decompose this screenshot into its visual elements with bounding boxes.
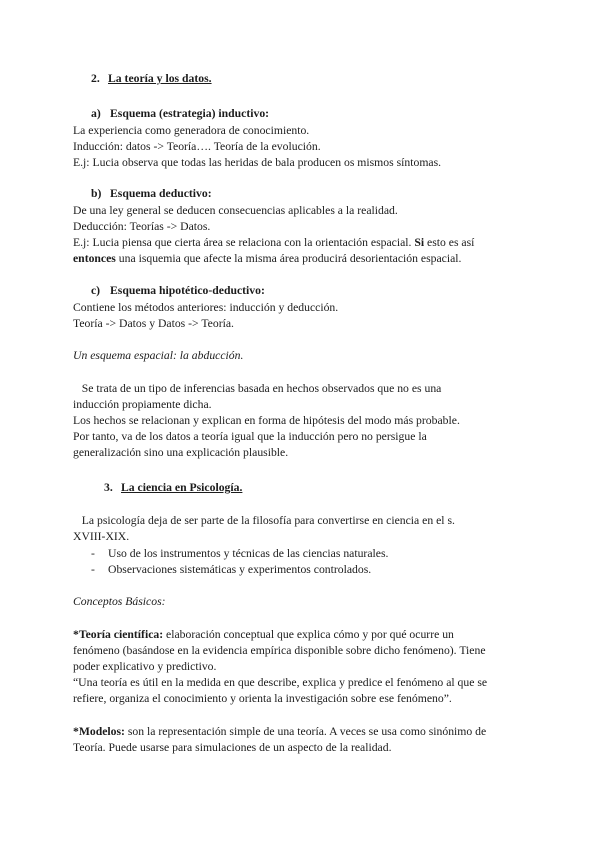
subheading-c-letter: c) — [91, 284, 101, 297]
section-2-heading — [91, 71, 212, 88]
bullet-dash: - — [91, 547, 95, 560]
conceptos-title: Conceptos Básicos: — [73, 595, 166, 608]
paragraph-line: XVIII-XIX. — [73, 530, 130, 543]
section-3-heading — [104, 480, 242, 497]
paragraph-line: Inducción: datos -> Teoría…. Teoría de la evolución. — [73, 140, 321, 153]
definition-text: son la representación simple de una teoría. A veces se usa como sinónimo de — [124, 725, 487, 738]
paragraph-line: E.j: Lucia observa que todas las heridas de bala producen os mismos síntomas. — [73, 156, 442, 169]
subheading-b-letter: b) — [91, 187, 102, 200]
paragraph-line: Los hechos se relacionan y explican en forma de hipótesis del modo más probable. — [73, 414, 460, 427]
paragraph-line — [73, 251, 461, 268]
subheading-a — [91, 106, 269, 123]
subheading-b — [91, 186, 212, 203]
example-text: una isquemia que afecte la misma área producirá desorientación espacial. — [115, 252, 462, 265]
paragraph-line: Se trata de un tipo de inferencias basada en hechos observados que no es una — [73, 382, 442, 395]
paragraph-line: “Una teoría es útil en la medida en que describe, explica y predice el fenómeno al que se — [73, 676, 488, 689]
list-item-text: Uso de los instrumentos y técnicas de las ciencias naturales. — [108, 547, 389, 560]
subheading-b-title: Esquema deductivo: — [110, 187, 212, 200]
section-2-title: La teoría y los datos. — [108, 72, 212, 85]
paragraph-line — [73, 235, 474, 252]
term-modelos: *Modelos: — [73, 725, 125, 738]
paragraph-line: De una ley general se deducen consecuencias aplicables a la realidad. — [73, 204, 398, 217]
paragraph-line: poder explicativo y predictivo. — [73, 660, 217, 673]
term-teoria: *Teoría científica: — [73, 628, 164, 641]
paragraph-line: Deducción: Teorías -> Datos. — [73, 220, 211, 233]
paragraph-line: La experiencia como generadora de conocimiento. — [73, 124, 310, 137]
subheading-c — [91, 283, 265, 300]
paragraph-line: Contiene los métodos anteriores: inducción y deducción. — [73, 301, 339, 314]
bullet-dash: - — [91, 563, 95, 576]
list-item — [91, 546, 388, 563]
list-item — [91, 562, 371, 579]
subheading-c-title: Esquema hipotético-deductivo: — [110, 284, 265, 297]
section-2-number: 2. — [91, 72, 100, 85]
section-3-number: 3. — [104, 481, 113, 494]
paragraph-line: Por tanto, va de los datos a teoría igual que la inducción pero no persigue la — [73, 430, 427, 443]
example-bold-entonces: entonces — [73, 252, 116, 265]
example-text: esto es así — [424, 236, 475, 249]
section-3-title: La ciencia en Psicología. — [121, 481, 243, 494]
paragraph-line — [73, 627, 454, 644]
list-item-text: Observaciones sistemáticas y experimentos controlados. — [108, 563, 372, 576]
abduccion-title: Un esquema espacial: la abducción. — [73, 349, 244, 362]
definition-text: elaboración conceptual que explica cómo y por qué ocurre un — [163, 628, 454, 641]
paragraph-line: La psicología deja de ser parte de la filosofía para convertirse en ciencia en el s. — [73, 514, 455, 527]
example-text: E.j: Lucia piensa que cierta área se relaciona con la orientación espacial. — [73, 236, 415, 249]
paragraph-line: Teoría. Puede usarse para simulaciones de un aspecto de la realidad. — [73, 741, 392, 754]
subheading-a-letter: a) — [91, 107, 101, 120]
paragraph-line: Teoría -> Datos y Datos -> Teoría. — [73, 317, 234, 330]
paragraph-line: inducción propiamente dicha. — [73, 398, 212, 411]
paragraph-line: refiere, organiza el conocimiento y orienta la investigación sobre ese fenómeno”. — [73, 692, 452, 705]
subheading-a-title: Esquema (estrategia) inductivo: — [110, 107, 270, 120]
paragraph-line: fenómeno (basándose en la evidencia empírica disponible sobre dicho fenómeno). Tiene — [73, 644, 486, 657]
example-bold-si: Si — [414, 236, 425, 249]
paragraph-line — [73, 724, 486, 741]
paragraph-line: generalización sino una explicación plausible. — [73, 446, 289, 459]
